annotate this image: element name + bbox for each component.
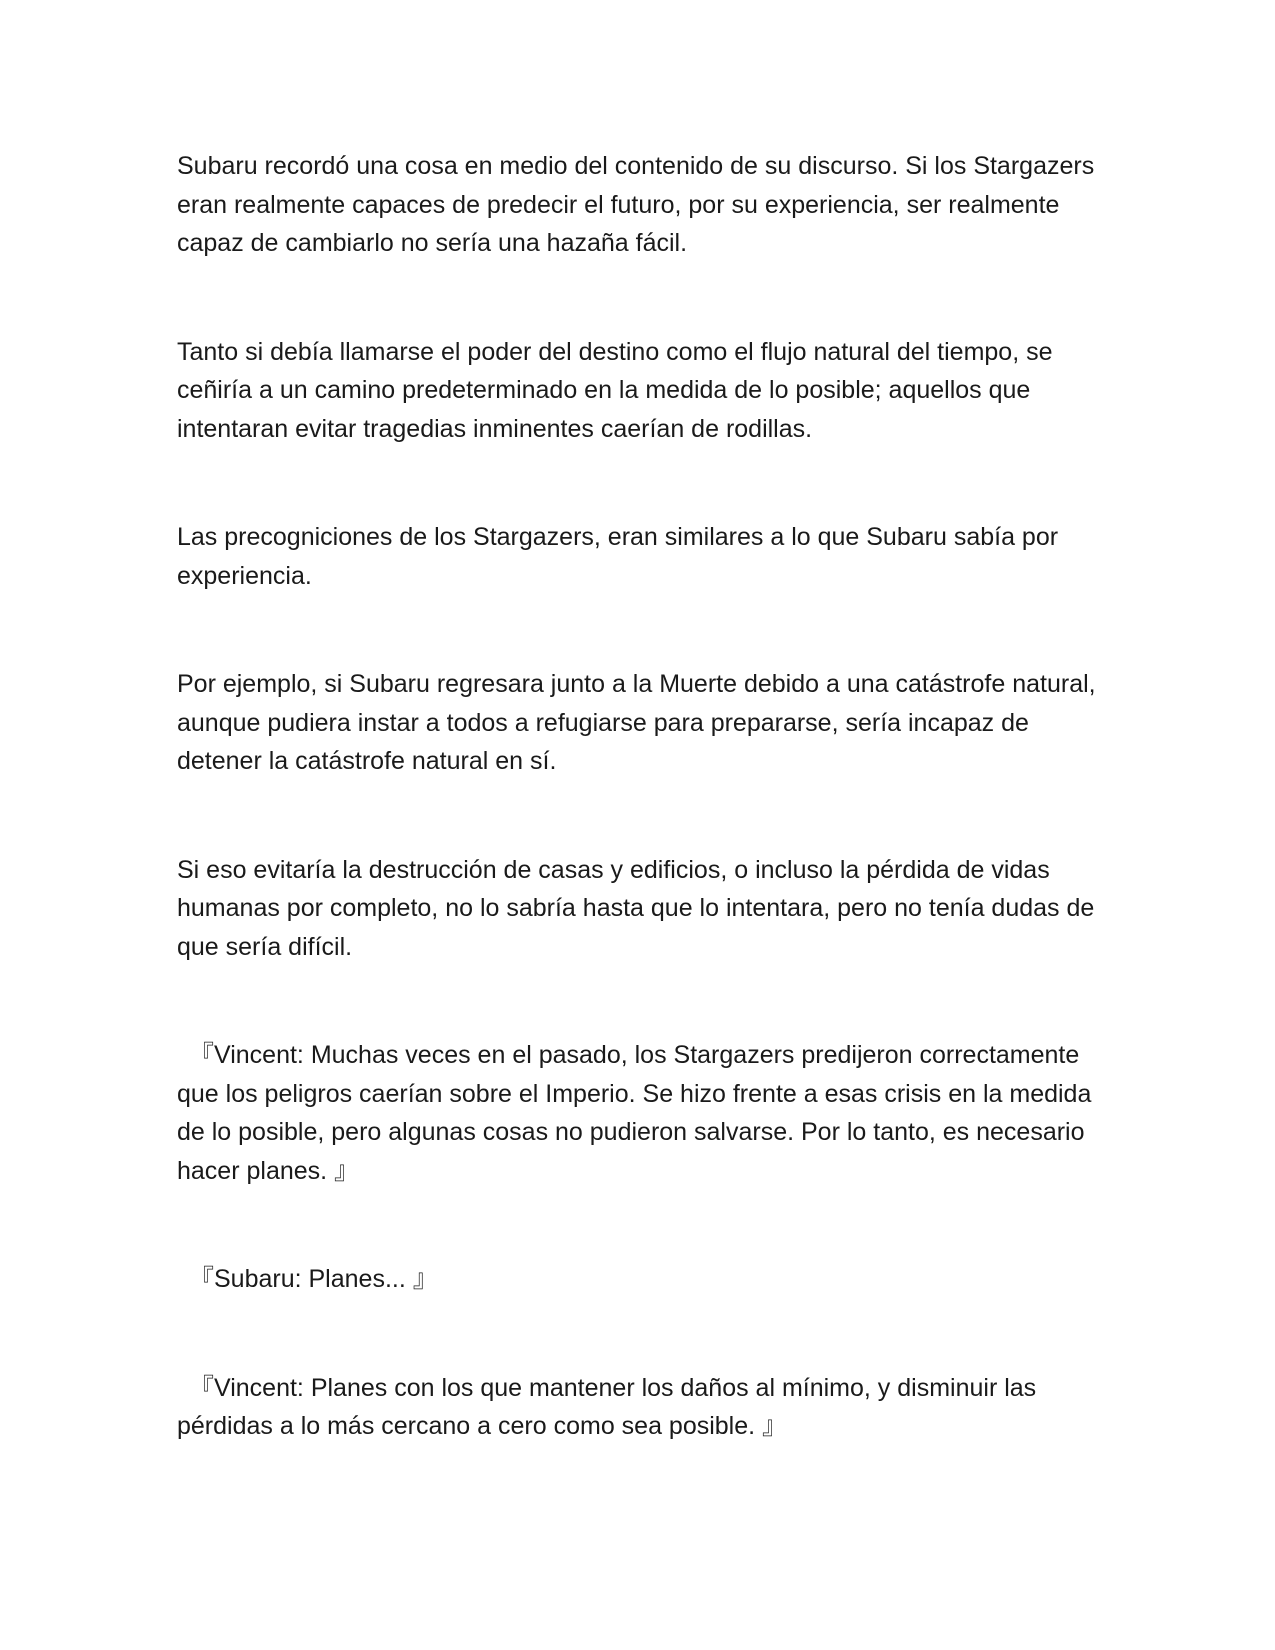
paragraph-5: Si eso evitaría la destrucción de casas y edificios, o incluso la pérdida de vidas humanas por completo, no lo sabría hasta que lo intentara, pero no tenía dudas de que sería difícil.: [177, 855, 1095, 961]
dialogue-vincent-1: 『Vincent: Muchas veces en el pasado, los Stargazers predijeron correctamente que los peligros caerían sobre el Imperio. Se hizo frente a esas crisis en la medida de lo posible, pero algunas cosas no pudieron salvarse. Por lo tanto, es necesario hacer planes. 』: [177, 1041, 1092, 1185]
paragraph-3: Las precogniciones de los Stargazers, eran similares a lo que Subaru sabía por experiencia.: [177, 523, 1059, 590]
paragraph-2: Tanto si debía llamarse el poder del destino como el flujo natural del tiempo, se ceñiría a un camino predeterminado en la medida de lo posible; aquellos que intentaran evitar tragedias inminentes caerían de rodillas.: [177, 337, 1053, 443]
document-body: [177, 147, 1107, 1516]
dialogue-vincent-2: 『Vincent: Planes con los que mantener los daños al mínimo, y disminuir las pérdidas a lo más cercano a cero como sea posible. 』: [177, 1373, 1037, 1440]
paragraph-1: Subaru recordó una cosa en medio del contenido de su discurso. Si los Stargazers eran realmente capaces de predecir el futuro, por su experiencia, ser realmente capaz de cambiarlo no sería una hazaña fácil.: [177, 152, 1095, 257]
paragraph-4: Por ejemplo, si Subaru regresara junto a la Muerte debido a una catástrofe natural, aunque pudiera instar a todos a refugiarse para prepararse, sería incapaz de detener la catástrofe natural en sí.: [177, 670, 1096, 775]
dialogue-subaru: 『Subaru: Planes... 』: [189, 1265, 438, 1293]
